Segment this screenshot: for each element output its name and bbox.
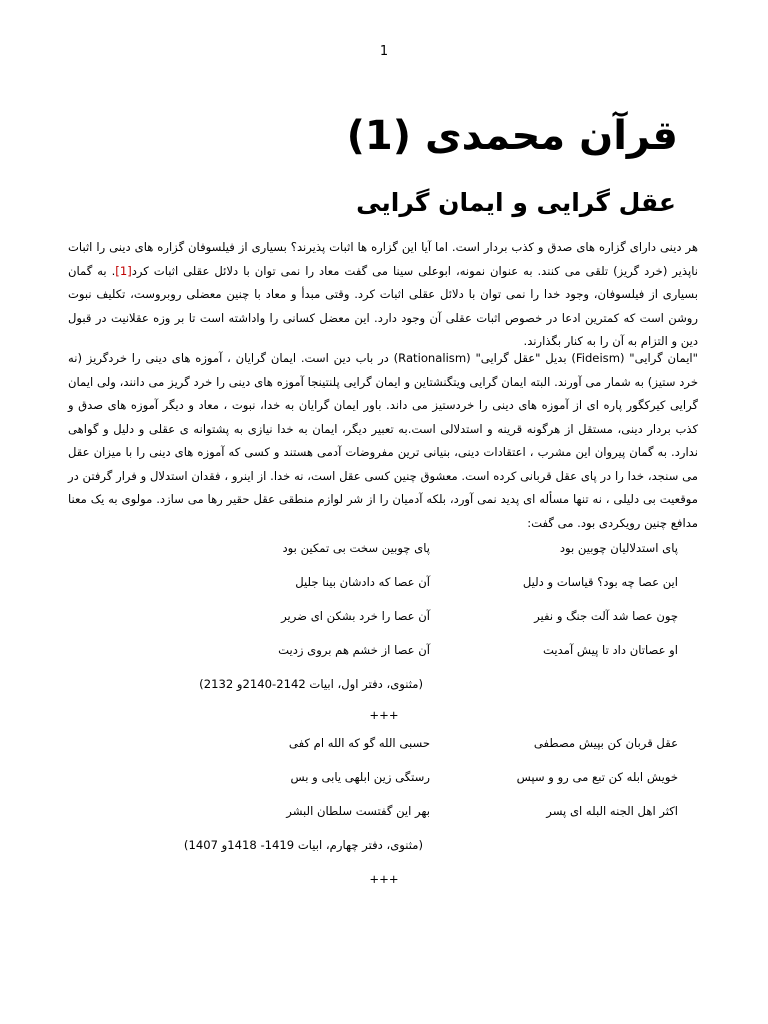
paragraph-1-text-a: هر دینی دارای گزاره های صدق و کذب بردار است. اما آیا این گزاره ها اثبات پذیرند؟ بسیاری از فیلسوفان گزاره های دینی را اثبات ناپذیر (خرد گریز) تلقی می کنند. به عنوان نمونه، ابوعلی سینا می گفت معاد را نمی توان با دلائل عقلی اثبات کرد	[68, 240, 698, 278]
hemistich-first: عقل قربان کن بپیش مصطفی	[533, 736, 678, 750]
hemistich-first: خویش ابله کن تبع می رو و سپس	[516, 770, 678, 784]
hemistich-first: اکثر اهل الجنه البله ای پسر	[546, 804, 678, 818]
verse-row	[78, 609, 678, 643]
section-heading: عقل گرایی و ایمان گرایی	[356, 188, 676, 217]
hemistich-first: چون عصا شد آلت جنگ و نفیر	[534, 609, 678, 623]
hemistich-second: رستگی زین ابلهی یابی و بس	[290, 770, 430, 784]
hemistich-second: آن عصا از خشم هم بروی زدیت	[278, 643, 430, 657]
document-title: قرآن محمدی (1)	[346, 113, 678, 159]
hemistich-first: پای استدلالیان چوبین بود	[559, 541, 678, 555]
hemistich-second: پای چوبین سخت بی تمکین بود	[282, 541, 430, 555]
section-separator: +++	[369, 872, 399, 886]
paragraph-1	[68, 236, 698, 354]
hemistich-second: آن عصا که دادشان بینا جلیل	[295, 575, 430, 589]
verse-row	[78, 575, 678, 609]
verse-row	[78, 736, 678, 770]
hemistich-second: حسبی الله گو که الله ام کفی	[288, 736, 430, 750]
citation-2: (مثنوی، دفتر چهارم، ابیات 1419- 1418و 1407)	[183, 838, 423, 852]
verse-row	[78, 804, 678, 838]
section-separator: +++	[369, 708, 399, 722]
hemistich-second: بهر این گفتست سلطان البشر	[286, 804, 430, 818]
hemistich-first: او عصاتان داد تا پیش آمدیت	[543, 643, 678, 657]
poem-block-2	[78, 736, 678, 838]
hemistich-first: این عصا چه بود؟ قیاسات و دلیل	[522, 575, 678, 589]
verse-row	[78, 643, 678, 677]
verse-row	[78, 770, 678, 804]
citation-1: (مثنوی، دفتر اول، ابیات 2142-2140و 2132)	[199, 677, 423, 691]
page-number: 1	[379, 44, 389, 59]
poem-block-1	[78, 541, 678, 677]
paragraph-1-text-b: . به گمان بسیاری از فیلسوفان، وجود خدا را نمی توان با دلائل عقلی اثبات کرد. وقتی مبدأ و معاد با چنین معضلی روبروست، تکلیف نبوت روشن است که کمترین ادعا در خصوص اثبات عقلی آن وجود دارد. این معضل کسانی را واداشته است تا بر وزه عقلانیت در قبول دین و التزام به آن را به کنار بگذارند.	[68, 263, 698, 348]
footnote-reference[interactable]: [1]	[115, 263, 132, 278]
verse-row	[78, 541, 678, 575]
hemistich-second: آن عصا را خرد بشکن ای ضریر	[281, 609, 430, 623]
paragraph-2: "ایمان گرایی" (Fideism) بدیل "عقل گرایی" (Rationalism) در باب دین است. ایمان گرایان ، آموزه های دینی را خردگریز (نه خرد ستیز) به شمار می آورند. البته ایمان گرایی ویتگنشتاین و ایمان گرایی پلنتینجا آموزه های دینی را خرد گریز می دانند، ولی ایمان گرایی کیرکگور پاره ای از آموزه های دینی را خردستیز می داند. باور ایمان گرایان به خدا، نبوت ، معاد و دیگر آموزه های صدق و کذب بردار دینی، مستقل از هرگونه قرینه و استدلالی است.به تعبیر دیگر، ایمان به خدا نیازی به پشتوانه ی عقلی و دلیل و گواهی ندارد. به گمان پیروان این مشرب ، اعتقادات دینی، بنیانی ترین مفروضات آدمی هستند و کسی که آموزه های دینی را با میزان عقل می سنجد، خدا را در پای عقل قربانی کرده است. معشوق چنین کسی عقل است، نه خدا. از اینرو ، فقدان استدلال و فرار گرفتن در موقعیت بی دلیلی ، نه تنها مسأله ای پدید نمی آورد، بلکه آدمیان را از شر لوازم منطقی عقل حقیر رها می سازد. مولوی به یک معنا مدافع چنین رویکردی بود. می گفت:	[68, 351, 698, 530]
